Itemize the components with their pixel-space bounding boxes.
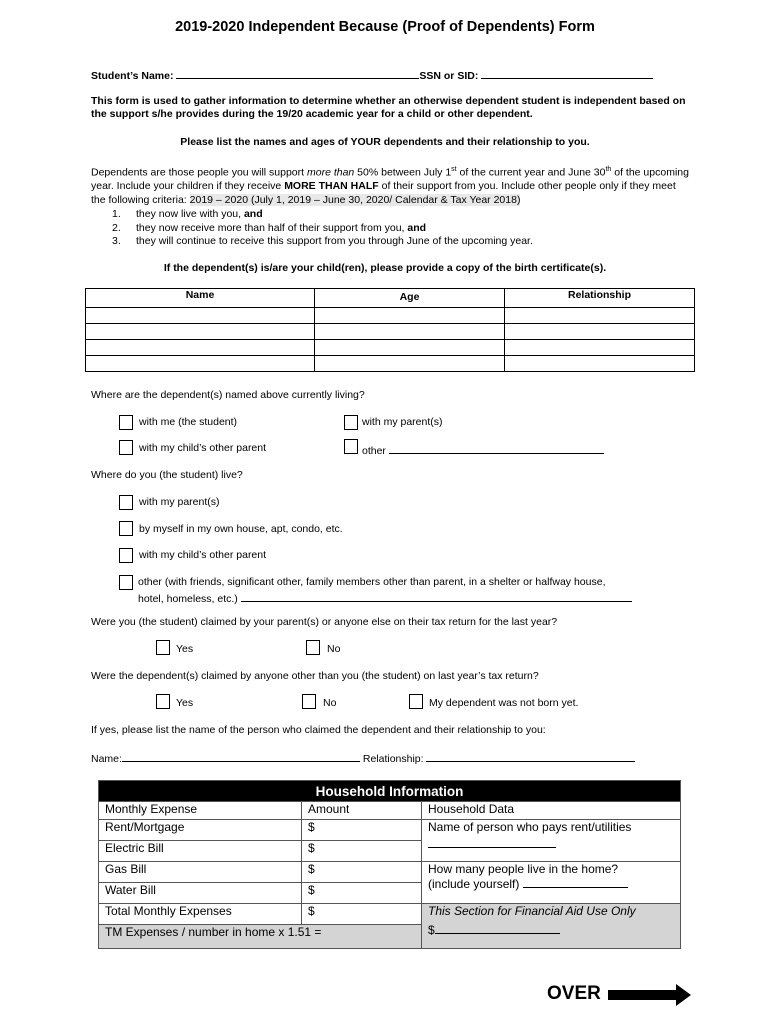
right-arrow-icon: [608, 984, 692, 1006]
age-cell[interactable]: [315, 340, 505, 356]
financial-aid-use-cell: [422, 904, 681, 949]
question-dependents-living: Where are the dependent(s) named above currently living?: [91, 389, 365, 401]
relationship-cell[interactable]: [505, 356, 695, 372]
checkbox-other[interactable]: [344, 439, 358, 454]
amount-cell[interactable]: $: [302, 883, 422, 904]
option-label: with me (the student): [139, 416, 238, 428]
column-header-amount: Amount: [302, 802, 422, 820]
household-title: Household Information: [99, 781, 681, 802]
criteria-item: 1. they now live with you, and: [112, 208, 263, 220]
tm-expenses-label: TM Expenses / number in home x 1.51 =: [99, 925, 422, 949]
payer-field[interactable]: [428, 836, 556, 848]
household-table: [98, 780, 681, 949]
column-header-expense: Monthly Expense: [99, 802, 302, 820]
expense-label: Gas Bill: [99, 862, 302, 883]
checkbox-student-with-childs-parent[interactable]: [119, 548, 133, 563]
question-who-claimed: If yes, please list the name of the person who claimed the dependent and their relationship to you:: [91, 724, 546, 736]
expense-label: Water Bill: [99, 883, 302, 904]
people-question-sub: (include yourself): [428, 877, 520, 891]
option-other-row: [362, 442, 604, 457]
option-label: My dependent was not born yet.: [429, 697, 579, 709]
payer-cell: [422, 820, 681, 862]
student-name-label: Student’s Name:: [91, 70, 174, 82]
column-header-relationship: Relationship: [505, 289, 695, 308]
age-cell[interactable]: [315, 308, 505, 324]
table-row: [99, 904, 681, 925]
amount-cell[interactable]: $: [302, 841, 422, 862]
option-label: with my parent(s): [139, 496, 220, 508]
checkbox-not-born-yet[interactable]: [409, 694, 423, 709]
claimer-name-label: Name:: [91, 753, 122, 765]
claimer-row: [91, 750, 635, 765]
amount-cell[interactable]: $: [302, 820, 422, 841]
ssn-label: SSN or SID:: [419, 70, 479, 82]
option-label: No: [323, 697, 337, 709]
name-cell[interactable]: [86, 324, 315, 340]
claimer-name-field[interactable]: [122, 750, 360, 762]
household-header-row: [99, 802, 681, 820]
checkbox-claimed-yes[interactable]: [156, 640, 170, 655]
age-cell[interactable]: [315, 356, 505, 372]
checkbox-with-childs-other-parent[interactable]: [119, 440, 133, 455]
option-label: with my child’s other parent: [139, 442, 267, 454]
student-other-field[interactable]: [241, 590, 632, 602]
student-name-field[interactable]: [176, 67, 419, 79]
option-label: No: [327, 643, 341, 655]
name-cell[interactable]: [86, 356, 315, 372]
birth-certificate-note: If the dependent(s) is/are your child(ren), please provide a copy of the birth certificate(s).: [163, 262, 607, 274]
table-row: [86, 340, 695, 356]
claimer-relationship-label: Relationship:: [362, 753, 424, 765]
payer-label: Name of person who pays rent/utilities: [428, 820, 632, 834]
dollar-sign: $: [428, 923, 435, 937]
award-year-highlight: 2019 – 2020 (July 1, 2019 – June 30, 2020/ Calendar & Tax Year 2018): [189, 193, 521, 206]
dependents-definition: Dependents are those people you will support more than 50% between July 1st of the current year and June 30th of the upcoming year. Include your children if they receive MORE THAN HALF of their support from you. Include other people only if they meet the following criteria: 2019 – 2020 (July 1, 2019 – June 30, 2020/ Calendar & Tax Year 2018): [91, 166, 689, 206]
option-label: with my child’s other parent: [139, 549, 267, 561]
checkbox-dependents-claimed-no[interactable]: [302, 694, 316, 709]
option-label: Yes: [176, 643, 194, 655]
financial-aid-note: This Section for Financial Aid Use Only: [428, 904, 636, 918]
amount-cell[interactable]: $: [302, 862, 422, 883]
table-row: [86, 308, 695, 324]
option-label: with my parent(s): [362, 416, 443, 428]
checkbox-claimed-no[interactable]: [306, 640, 320, 655]
question-dependents-claimed: Were the dependent(s) claimed by anyone other than you (the student) on last year’s tax return?: [91, 670, 539, 682]
option-label: by myself in my own house, apt, condo, etc.: [139, 523, 343, 535]
table-row: [99, 862, 681, 883]
student-info-row: [91, 67, 653, 82]
over-label: OVER: [547, 983, 601, 1004]
question-claimed-by-parents: Were you (the student) claimed by your parent(s) or anyone else on their tax return for the last year?: [91, 616, 558, 628]
expense-label: Rent/Mortgage: [99, 820, 302, 841]
column-header-age: Age: [315, 289, 505, 308]
option-label: other (with friends, significant other, family members other than parent, in a shelter or halfway house,: [138, 576, 606, 588]
table-row: [99, 820, 681, 841]
amount-cell[interactable]: $: [302, 904, 422, 925]
claimer-relationship-field[interactable]: [426, 750, 635, 762]
people-count-field[interactable]: [523, 876, 628, 888]
checkbox-student-with-parents[interactable]: [119, 495, 133, 510]
criteria-item: 2. they now receive more than half of their support from you, and: [112, 221, 427, 234]
ssn-field[interactable]: [481, 67, 653, 79]
name-cell[interactable]: [86, 340, 315, 356]
relationship-cell[interactable]: [505, 308, 695, 324]
age-cell[interactable]: [315, 324, 505, 340]
option-label: Yes: [176, 697, 194, 709]
intro-text: This form is used to gather information to determine whether an otherwise dependent student is independent based on the support s/he provides during the 19/20 academic year for a child or other dependent.: [91, 95, 686, 120]
table-header-row: [86, 289, 695, 308]
dependents-table: [85, 288, 695, 372]
expense-label: Electric Bill: [99, 841, 302, 862]
relationship-cell[interactable]: [505, 340, 695, 356]
relationship-cell[interactable]: [505, 324, 695, 340]
form-title: 2019-2020 Independent Because (Proof of Dependents) Form: [175, 19, 595, 35]
instructions-heading: Please list the names and ages of YOUR dependents and their relationship to you.: [180, 136, 590, 148]
checkbox-dependents-claimed-yes[interactable]: [156, 694, 170, 709]
table-row: [86, 356, 695, 372]
option-label: other: [362, 445, 386, 457]
checkbox-student-by-myself[interactable]: [119, 521, 133, 536]
option-label: hotel, homeless, etc.): [138, 592, 238, 605]
table-row: [86, 324, 695, 340]
criteria-list: [112, 208, 533, 249]
checkbox-student-other[interactable]: [119, 575, 133, 590]
checkbox-with-me[interactable]: [119, 415, 133, 430]
other-location-field[interactable]: [389, 442, 604, 454]
option-student-other: [138, 576, 632, 606]
name-cell[interactable]: [86, 308, 315, 324]
checkbox-with-my-parents[interactable]: [344, 415, 358, 430]
criteria-item: 3. they will continue to receive this support from you through June of the upcoming year.: [112, 235, 533, 247]
people-count-cell: [422, 862, 681, 904]
question-student-living: Where do you (the student) live?: [91, 469, 243, 481]
column-header-household-data: Household Data: [422, 802, 681, 820]
expense-label: Total Monthly Expenses: [99, 904, 302, 925]
people-question: How many people live in the home?: [428, 862, 619, 876]
column-header-name: Name: [86, 289, 315, 308]
financial-aid-amount-field[interactable]: [435, 922, 560, 934]
